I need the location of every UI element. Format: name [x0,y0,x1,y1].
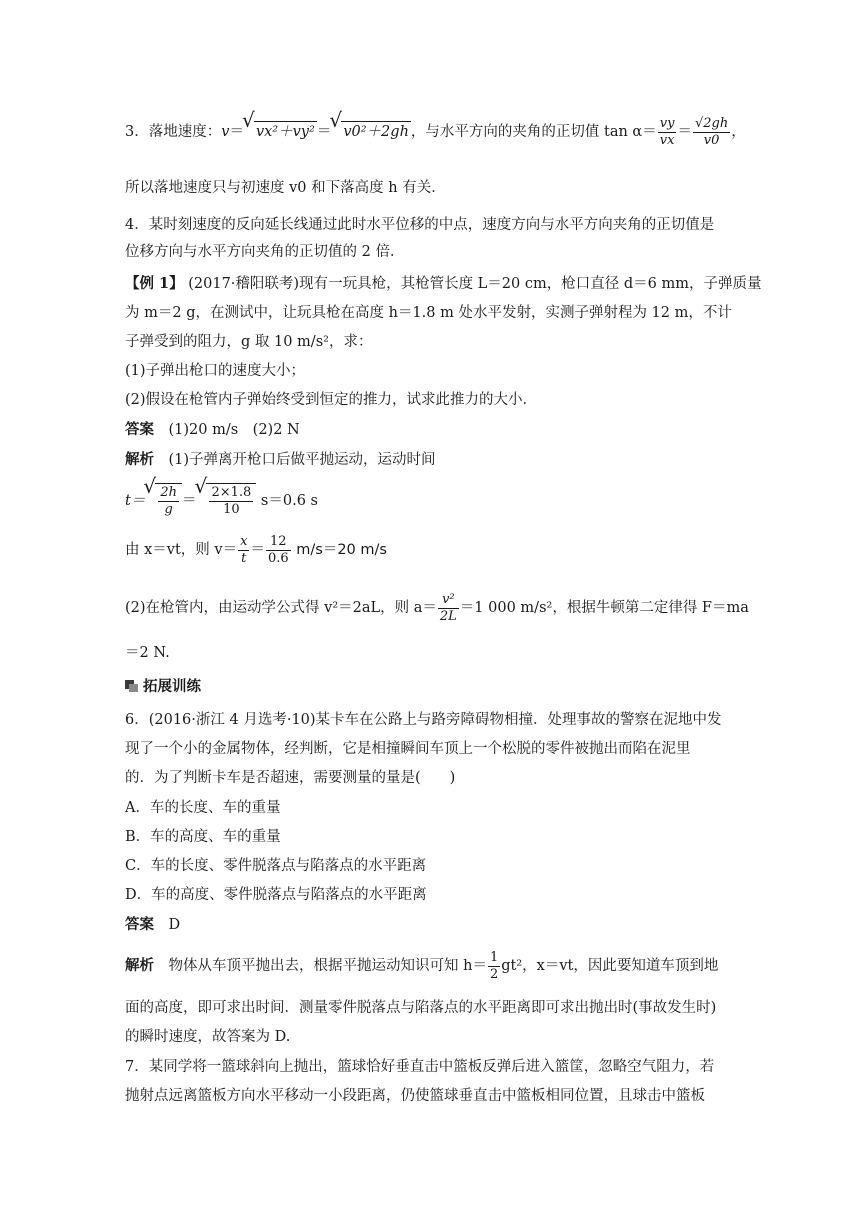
item-3-formula-line [125,112,746,152]
item-3-line-2: 所以落地速度只与初速度 v0 和下落高度 h 有关． [125,180,446,196]
equals: ＝ [316,124,332,140]
example-1-time-formula [125,478,737,524]
a2-prefix: (2)在枪管内，由运动学公式得 v²＝2aL，则 a＝ [125,600,437,616]
denominator: vx [659,132,675,148]
item-4-line-2: 位移方向与水平方向夹角的正切值的 2 倍． [125,244,405,260]
analysis-text-1: (1)子弹离开枪口后做平抛运动，运动时间 [168,452,436,468]
a2-suffix: ＝1 000 m/s²，根据牛顿第二定律得 F＝ma [459,600,749,616]
answer-label: 答案 [125,421,154,438]
numerator: √ 2h [160,484,177,500]
numerator: √ 2×1.8 [211,484,252,500]
fraction-v2-2L [438,592,459,625]
example-1-line-1 [125,274,762,294]
option-a: A．车的长度、车的重量 [125,800,281,816]
v-prefix: 由 x＝vt，则 v＝ [125,542,238,558]
sqrt-numeric [196,478,256,524]
sqrt-2h-g [145,478,182,524]
example-1-question-2: (2)假设在枪管内子弹始终受到恒定的推力，试求此推力的大小． [125,392,538,408]
denominator: 2L [439,608,457,624]
example-1-analysis-1 [125,450,737,470]
numerator: 1 [489,949,499,965]
answer-text: D [168,917,181,933]
question-6-line-3: 的．为了判断卡车是否超速，需要测量的量是( ) [125,770,456,786]
answer-text: (1)20 m/s (2)2 N [168,422,300,438]
fraction-sqrt2gh-v0 [693,116,730,149]
analysis-label: 解析 [125,957,154,974]
option-c: C．车的长度、零件脱落点与陷落点的水平距离 [125,858,427,874]
example-1-tag: 【例 1】 [125,275,184,292]
example-1-answer [125,420,737,440]
item-4-line-1: 4．某时刻速度的反向延长线通过此时水平位移的中点，速度方向与水平方向夹角的正切值是 [125,217,715,233]
fraction-x-t [238,534,249,567]
equals: ＝ [677,124,692,140]
example-1-analysis-2-line-2: ＝2 N. [125,645,170,661]
v-suffix: m/s＝20 m/s [291,542,387,558]
question-6-line-2: 现了一个小的金属物体，经判断，它是相撞瞬间车顶上一个松脱的零件被抛出而陷在泥里 [125,741,691,757]
fraction-numeric [209,485,253,518]
option-d: D．车的高度、零件脱落点与陷落点的水平距离 [125,887,427,903]
denominator: 0.6 [267,550,289,566]
option-b: B．车的高度、车的重量 [125,829,281,845]
question-6-answer [125,915,737,935]
numerator: 12 [266,534,291,551]
radicand-2: v0²＋2gh [341,121,411,141]
example-1-text-1: (2017·稽阳联考)现有一玩具枪，其枪管长度 L＝20 cm，枪口直径 d＝6 mm，子弹质量 [188,276,762,292]
section-square-icon [125,680,139,692]
fraction-12-06 [266,534,291,567]
denominator: 2 [489,966,499,982]
analysis-suffix: gt²，x＝vt，因此要知道车顶到地 [501,958,719,974]
question-7-line-1: 7．某同学将一篮球斜向上抛出，篮球恰好垂直击中篮板反弹后进入篮筐，忽略空气阻力，若 [125,1059,715,1075]
item-3-end: ， [731,124,746,140]
example-1-velocity-formula [125,530,737,570]
numerator: v² [438,592,459,609]
sqrt-v0-2gh [331,112,411,152]
denominator: 10 [223,501,240,517]
item-3-prefix: 3．落地速度： [125,124,222,140]
radicand-1: vx²＋vy² [254,121,317,141]
question-7-line-2: 抛射点远离篮板方向水平移动一小段距离，仍使篮球垂直击中篮板相同位置，且球击中篮板 [125,1088,705,1104]
var-v: v [221,124,230,140]
question-6-line-1: 6．(2016·浙江 4 月选考·10)某卡车在公路上与路旁障碍物相撞．处理事故的警察在泥地中发 [125,712,722,728]
equals: ＝ [229,124,244,140]
t-suffix: s＝0.6 s [256,493,318,509]
analysis-prefix: 物体从车顶平抛出去，根据平抛运动知识可知 h＝ [168,958,487,974]
example-1-line-2: 为 m＝2 g，在测试中，让玩具枪在高度 h＝1.8 m 处水平发射，实测子弹射程为 12 m，不计 [125,305,732,321]
example-1-question-1: (1)子弹出枪口的速度大小； [125,363,306,379]
equals: ＝ [181,493,197,509]
fraction-2h-g [158,485,179,518]
section-heading [125,677,737,697]
section-title: 拓展训练 [143,678,201,695]
fraction-1-2 [488,950,500,983]
equals: ＝ [250,542,265,558]
example-1-line-3: 子弹受到的阻力，g 取 10 m/s²，求： [125,334,373,350]
analysis-label: 解析 [125,451,154,468]
denominator: t [241,550,247,566]
example-1-analysis-2 [125,588,749,628]
t-prefix: t＝ [125,493,146,509]
denominator: g [164,501,173,517]
question-6-analysis-3: 的瞬时速度，故答案为 D. [125,1029,291,1045]
numerator: vy [659,115,675,131]
question-6-analysis-1 [125,946,737,986]
sqrt-vx-vy [244,112,317,152]
item-3-mid: ，与水平方向的夹角的正切值 tan α＝ [410,124,657,140]
answer-label: 答案 [125,916,154,933]
denominator: v0 [703,132,720,148]
question-6-analysis-2: 面的高度，即可求出时间．测量零件脱落点与陷落点的水平距离即可求出抛出时(事故发生时) [125,1000,717,1016]
numerator: √2gh [694,115,729,131]
numerator: x [240,533,248,549]
fraction-vy-vx [658,116,677,149]
